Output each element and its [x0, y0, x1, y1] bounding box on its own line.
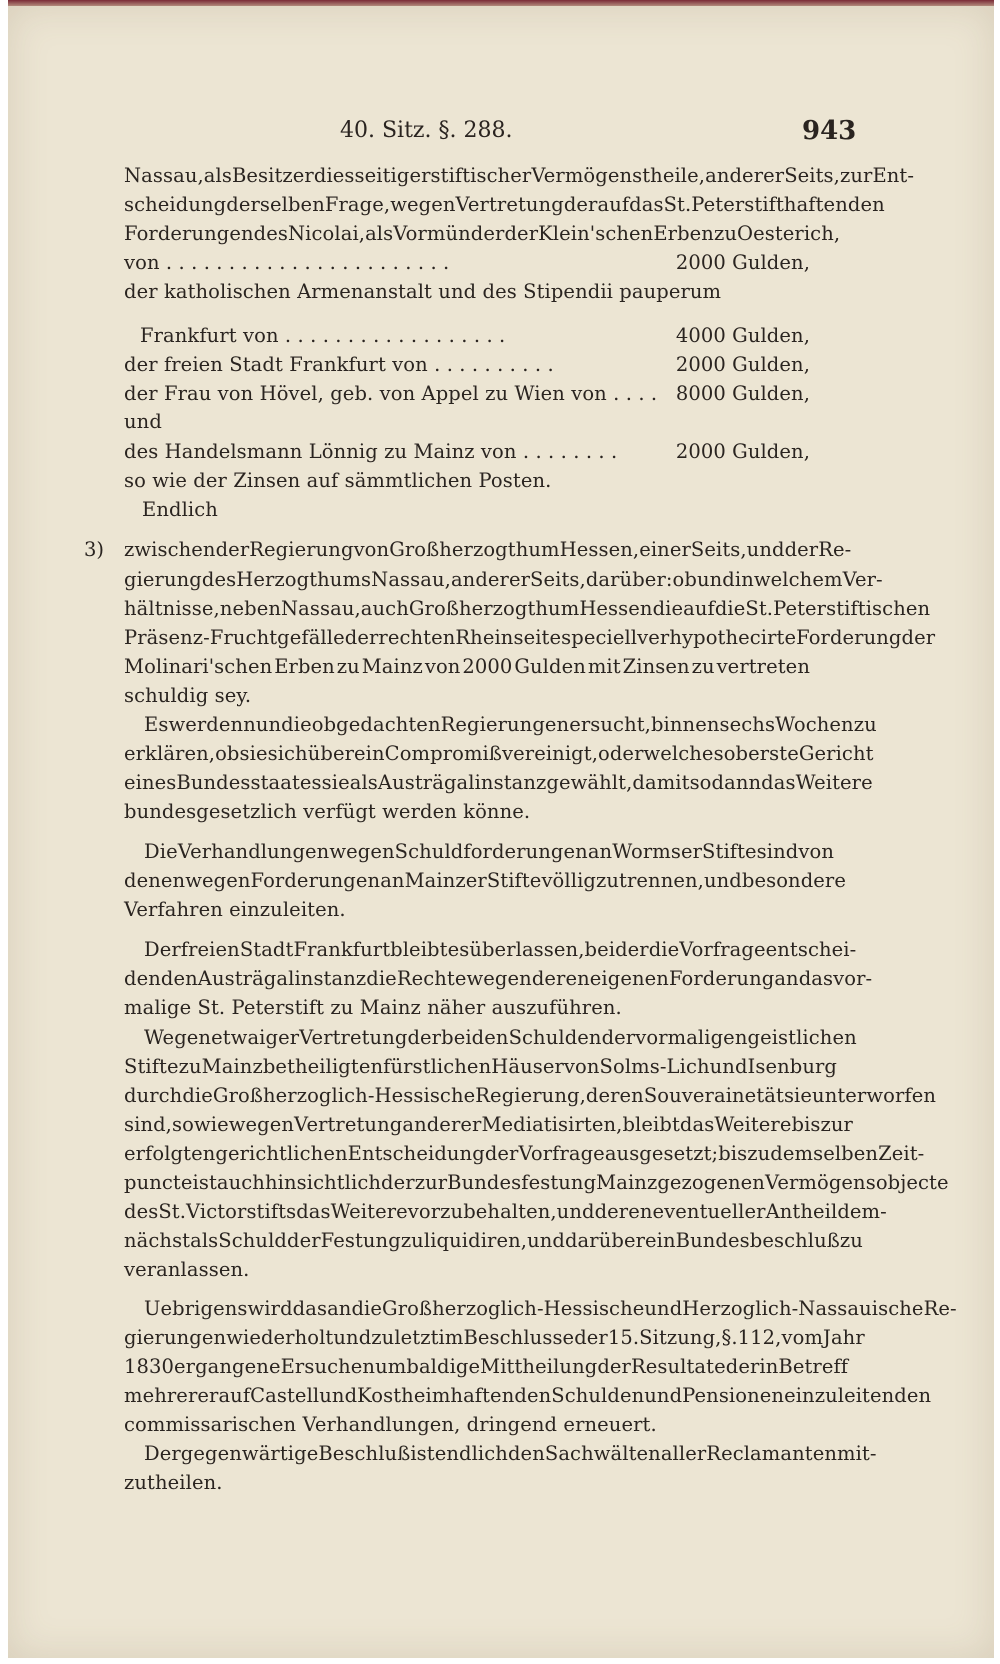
text-line: Stifte zu Mainz betheiligten fürstlichen Häuser von Solms-Lich und Isenburg — [124, 1055, 837, 1078]
text-line: Es werden nun die obgedachten Regierungen ersucht, binnen sechs Wochen zu — [144, 713, 877, 736]
text-line: hältnisse, neben Nassau, auch Großherzogthum Hessen die auf die St. Peterstiftischen — [124, 597, 931, 620]
text-line: erfolgten gerichtlichen Entscheidung der Vorfrage ausgesetzt; bis zu demselben Zeit- — [124, 1142, 925, 1165]
text-line: Der gegenwärtige Beschluß ist endlich den Sachwälten aller Reclamanten mit- — [144, 1442, 877, 1465]
running-header: 40. Sitz. §. 288. — [340, 118, 513, 143]
text-line: Forderungen des Nicolai, als Vormünder der Klein'schen Erben zu Oesterich, — [124, 222, 841, 245]
list-item-amount: 4000 Gulden, — [675, 324, 810, 347]
text-line: Präsenz-Fruchtgefälle der rechten Rheinseite speciell verhypothecirte Forderung der — [124, 626, 936, 649]
text-line: puncte ist auch hinsichtlich der zur Bundesfestung Mainz gezogenen Vermögensobjecte — [124, 1171, 949, 1194]
text-line: so wie der Zinsen auf sämmtlichen Posten. — [124, 469, 552, 492]
text-line: denden Austrägalinstanz die Rechte wegen deren eigenen Forderung an das vor- — [124, 967, 873, 990]
list-item-label: der katholischen Armenanstalt und des Stipendii pauperum — [124, 280, 722, 303]
list-item-label: der freien Stadt Frankfurt von . . . . . . . . . . — [124, 353, 554, 376]
text-line: gierungen wiederholt und zuletzt im Beschlusse der 15. Sitzung, §. 112, vom Jahr — [124, 1326, 865, 1349]
text-line: zwischen der Regierung von Großherzogthum Hessen, einer Seits, und der Re- — [124, 538, 852, 561]
page-number: 943 — [802, 116, 857, 146]
list-item-amount: 2000 Gulden, — [675, 440, 810, 463]
text-line: scheidung derselben Frage, wegen Vertretung der auf das St. Peterstift haftenden — [124, 193, 885, 216]
item-number: 3) — [84, 538, 105, 561]
text-line: bundesgesetzlich verfügt werden könne. — [124, 800, 531, 823]
text-line: zutheilen. — [124, 1471, 223, 1494]
text-line: Molinari'schen Erben zu Mainz von 2000 Gulden mit Zinsen zu vertreten — [124, 655, 810, 678]
list-item-amount: 2000 Gulden, — [675, 251, 810, 274]
text-line: Die Verhandlungen wegen Schuldforderungen an Wormser Stifte sind von — [144, 840, 834, 863]
text-line: malige St. Peterstift zu Mainz näher auszuführen. — [124, 996, 622, 1019]
text-line: mehrerer auf Castell und Kostheim haftenden Schulden und Pensionen einzuleitenden — [124, 1384, 932, 1407]
list-item-label: von . . . . . . . . . . . . . . . . . . . . . . . — [124, 251, 450, 274]
list-item-label: und — [124, 410, 162, 433]
text-line: veranlassen. — [124, 1258, 250, 1281]
text-line: sind, so wie wegen Vertretung anderer Mediatisirten, bleibt das Weitere bis zur — [124, 1113, 853, 1136]
text-line: Nassau, als Besitzer diesseitiger stiftischer Vermögenstheile, anderer Seits, zur Ent- — [124, 164, 915, 187]
text-line: Wegen etwaiger Vertretung der bei den Schulden der vormaligen geistlichen — [144, 1026, 857, 1049]
text-line: eines Bundesstaates sie als Austrägalinstanz gewählt, damit sodann das Weitere — [124, 771, 873, 794]
text-line: erklären, ob sie sich über ein Compromiß vereinigt, oder welches oberste Gericht — [124, 742, 874, 765]
text-line: Endlich — [142, 498, 218, 521]
list-item-label: Frankfurt von . . . . . . . . . . . . . . . . . . — [140, 324, 506, 347]
text-line: durch die Großherzoglich-Hessische Regierung, deren Souverainetät sie unterworfen — [124, 1084, 937, 1107]
text-line: Verfahren einzuleiten. — [124, 898, 346, 921]
text-line: 1830 ergangene Ersuchen um baldige Mittheilung der Resultate der in Betreff — [124, 1355, 849, 1378]
text-line: schuldig sey. — [124, 684, 252, 707]
list-item-amount: 8000 Gulden, — [675, 382, 810, 405]
text-line: gierung des Herzogthums Nassau, anderer Seits, darüber: ob und in welchem Ver- — [124, 568, 883, 591]
text-line: nächst als Schuld der Festung zu liquidiren, und darüber ein Bundesbeschluß zu — [124, 1229, 863, 1252]
text-line: Uebrigens wird das an die Großherzoglich-Hessische und Herzoglich-Nassauische Re- — [144, 1297, 957, 1320]
list-item-label: des Handelsmann Lönnig zu Mainz von . . . . . . . . — [124, 440, 618, 463]
text-line: commissarischen Verhandlungen, dringend erneuert. — [124, 1413, 657, 1436]
list-item-label: der Frau von Hövel, geb. von Appel zu Wien von . . . . — [124, 382, 658, 405]
list-item-amount: 2000 Gulden, — [675, 353, 810, 376]
text-line: denen wegen Forderungen an Mainzer Stifte völlig zu trennen, und besondere — [124, 869, 846, 892]
text-line: Der freien Stadt Frankfurt bleibt es überlassen, bei der die Vorfrage entschei- — [144, 938, 857, 961]
text-line: des St. Victorstifts das Weitere vorzubehalten, und deren eventueller Antheil dem- — [124, 1200, 887, 1223]
